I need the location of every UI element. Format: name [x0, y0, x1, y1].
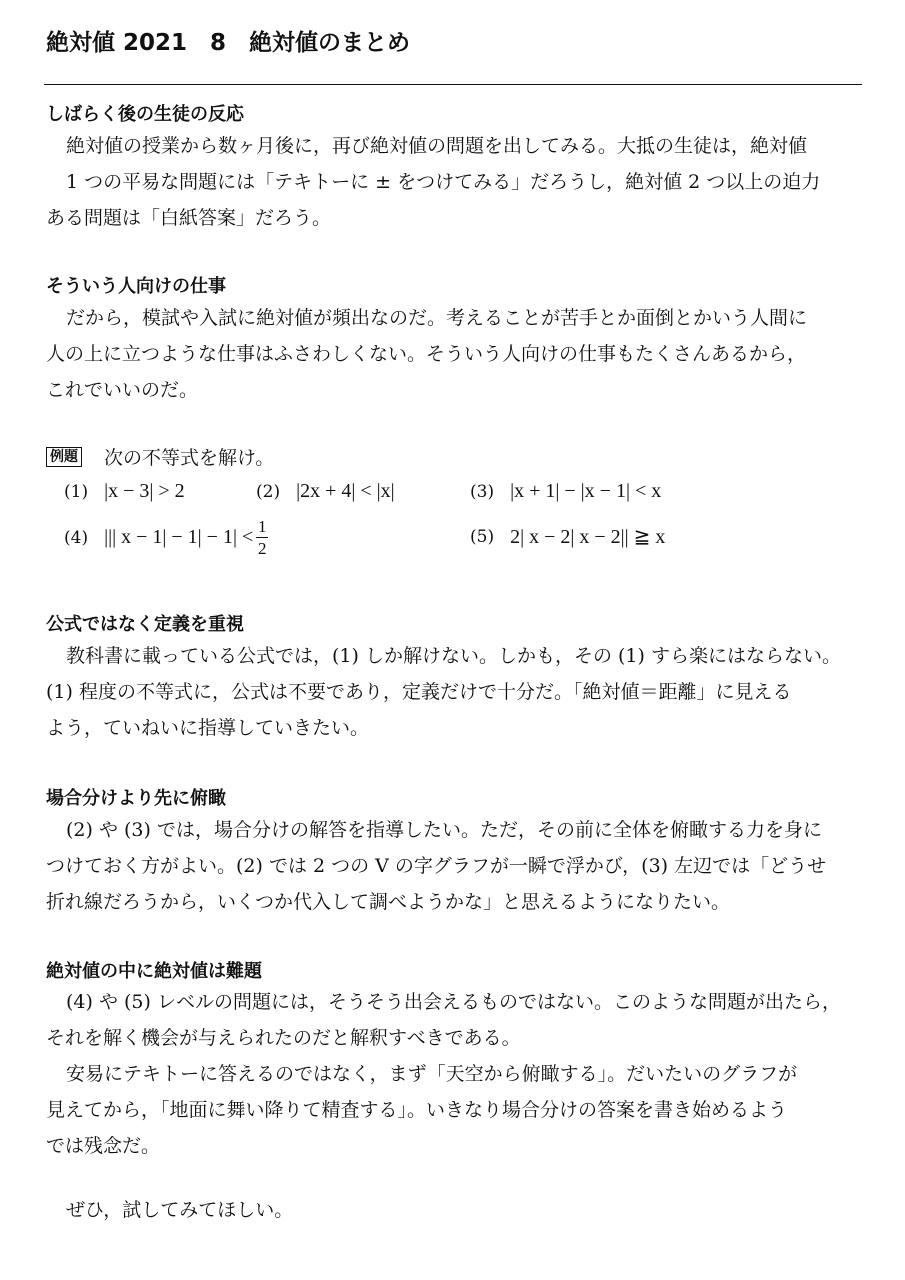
paragraph-line: よう，ていねいに指導していきたい。	[46, 717, 370, 739]
problem-2	[256, 480, 395, 503]
problem-expression: |x − 3| > 2	[104, 480, 185, 502]
problem-number: (1)	[64, 481, 89, 502]
paragraph-line: では残念だ。	[46, 1135, 161, 1157]
section-body-nested	[46, 984, 866, 1164]
problem-expression: ||| x − 1| − 1| − 1| <	[104, 526, 254, 548]
paragraph-line: だから，模試や入試に絶対値が頻出なのだ。考えることが苦手とか面倒とかいう人間に	[66, 307, 808, 329]
problem-number: (5)	[470, 526, 495, 547]
section-heading-jobs: そういう人向けの仕事	[46, 276, 226, 297]
paragraph-line: 絶対値の授業から数ヶ月後に，再び絶対値の問題を出してみる。大抵の生徒は，絶対値	[66, 135, 808, 157]
problem-5	[470, 524, 665, 549]
fraction-numerator: 1	[257, 517, 267, 536]
paragraph-line: 教科書に載っている公式では，(1) しか解けない。しかも，その (1) すら楽にはならない。	[66, 645, 841, 667]
example-instruction: 次の不等式を解け。	[104, 447, 275, 469]
section-body-student-reaction	[46, 128, 866, 236]
title-divider	[44, 84, 862, 85]
paragraph-line: 人の上に立つような仕事はふさわしくない。そういう人向けの仕事もたくさんあるから，	[46, 343, 807, 365]
problem-number: (4)	[64, 527, 89, 548]
paragraph-line: 見えてから，「地面に舞い降りて精査する」。いきなり場合分けの答案を書き始めるよう	[46, 1099, 788, 1121]
paragraph-line: 折れ線だろうから，いくつか代入して調べようかな」と思えるようになりたい。	[46, 891, 731, 913]
closing-remark	[46, 1192, 866, 1228]
paragraph-line: 1 つの平易な問題には「テキトーに ± をつけてみる」だろうし，絶対値 2 つ以上の迫力	[66, 171, 821, 193]
paragraph-line: これでいいのだ。	[46, 379, 199, 401]
problem-number: (3)	[470, 481, 495, 502]
problem-expression: |2x + 4| < |x|	[296, 480, 395, 502]
section-heading-definition: 公式ではなく定義を重視	[46, 614, 244, 635]
paragraph-line: (4) や (5) レベルの問題には，そうそう出会えるものではない。このような問題が出たら，	[66, 991, 841, 1013]
paragraph-line: つけておく方がよい。(2) では 2 つの V の字グラフが一瞬で浮かび，(3) 左辺では「どうせ	[46, 855, 827, 877]
problem-3	[470, 480, 661, 503]
problem-4	[64, 518, 268, 557]
section-heading-overview: 場合分けより先に俯瞰	[46, 788, 226, 809]
section-heading-nested: 絶対値の中に絶対値は難題	[46, 961, 262, 982]
problem-1	[64, 480, 185, 503]
paragraph-line: (2) や (3) では，場合分けの解答を指導したい。ただ，その前に全体を俯瞰する力を身に	[66, 819, 822, 841]
paragraph-line: (1) 程度の不等式に，公式は不要であり，定義だけで十分だ。「絶対値＝距離」に見える	[46, 681, 792, 703]
page-title: 絶対値 2021 8 絶対値のまとめ	[46, 30, 411, 56]
paragraph-line: 安易にテキトーに答えるのではなく，まず「天空から俯瞰する」。だいたいのグラフが	[66, 1063, 798, 1085]
section-body-overview	[46, 812, 866, 920]
problem-expression: |x + 1| − |x − 1| < x	[510, 480, 662, 502]
problem-expression: 2| x − 2| x − 2|| ≧ x	[510, 526, 666, 548]
paragraph-line: ある問題は「白紙答案」だろう。	[46, 207, 332, 229]
section-heading-student-reaction: しばらく後の生徒の反応	[46, 104, 244, 125]
fraction-bar	[256, 537, 268, 538]
example-label: 例題	[46, 447, 82, 467]
section-body-definition	[46, 638, 866, 746]
paragraph-line: それを解く機会が与えられたのだと解釈すべきである。	[46, 1027, 521, 1049]
fraction-one-half	[256, 518, 268, 557]
paragraph-line: ぜひ，試してみてほしい。	[66, 1199, 294, 1221]
problem-number: (2)	[256, 481, 281, 502]
fraction-denominator: 2	[257, 539, 267, 558]
section-body-jobs	[46, 300, 866, 408]
